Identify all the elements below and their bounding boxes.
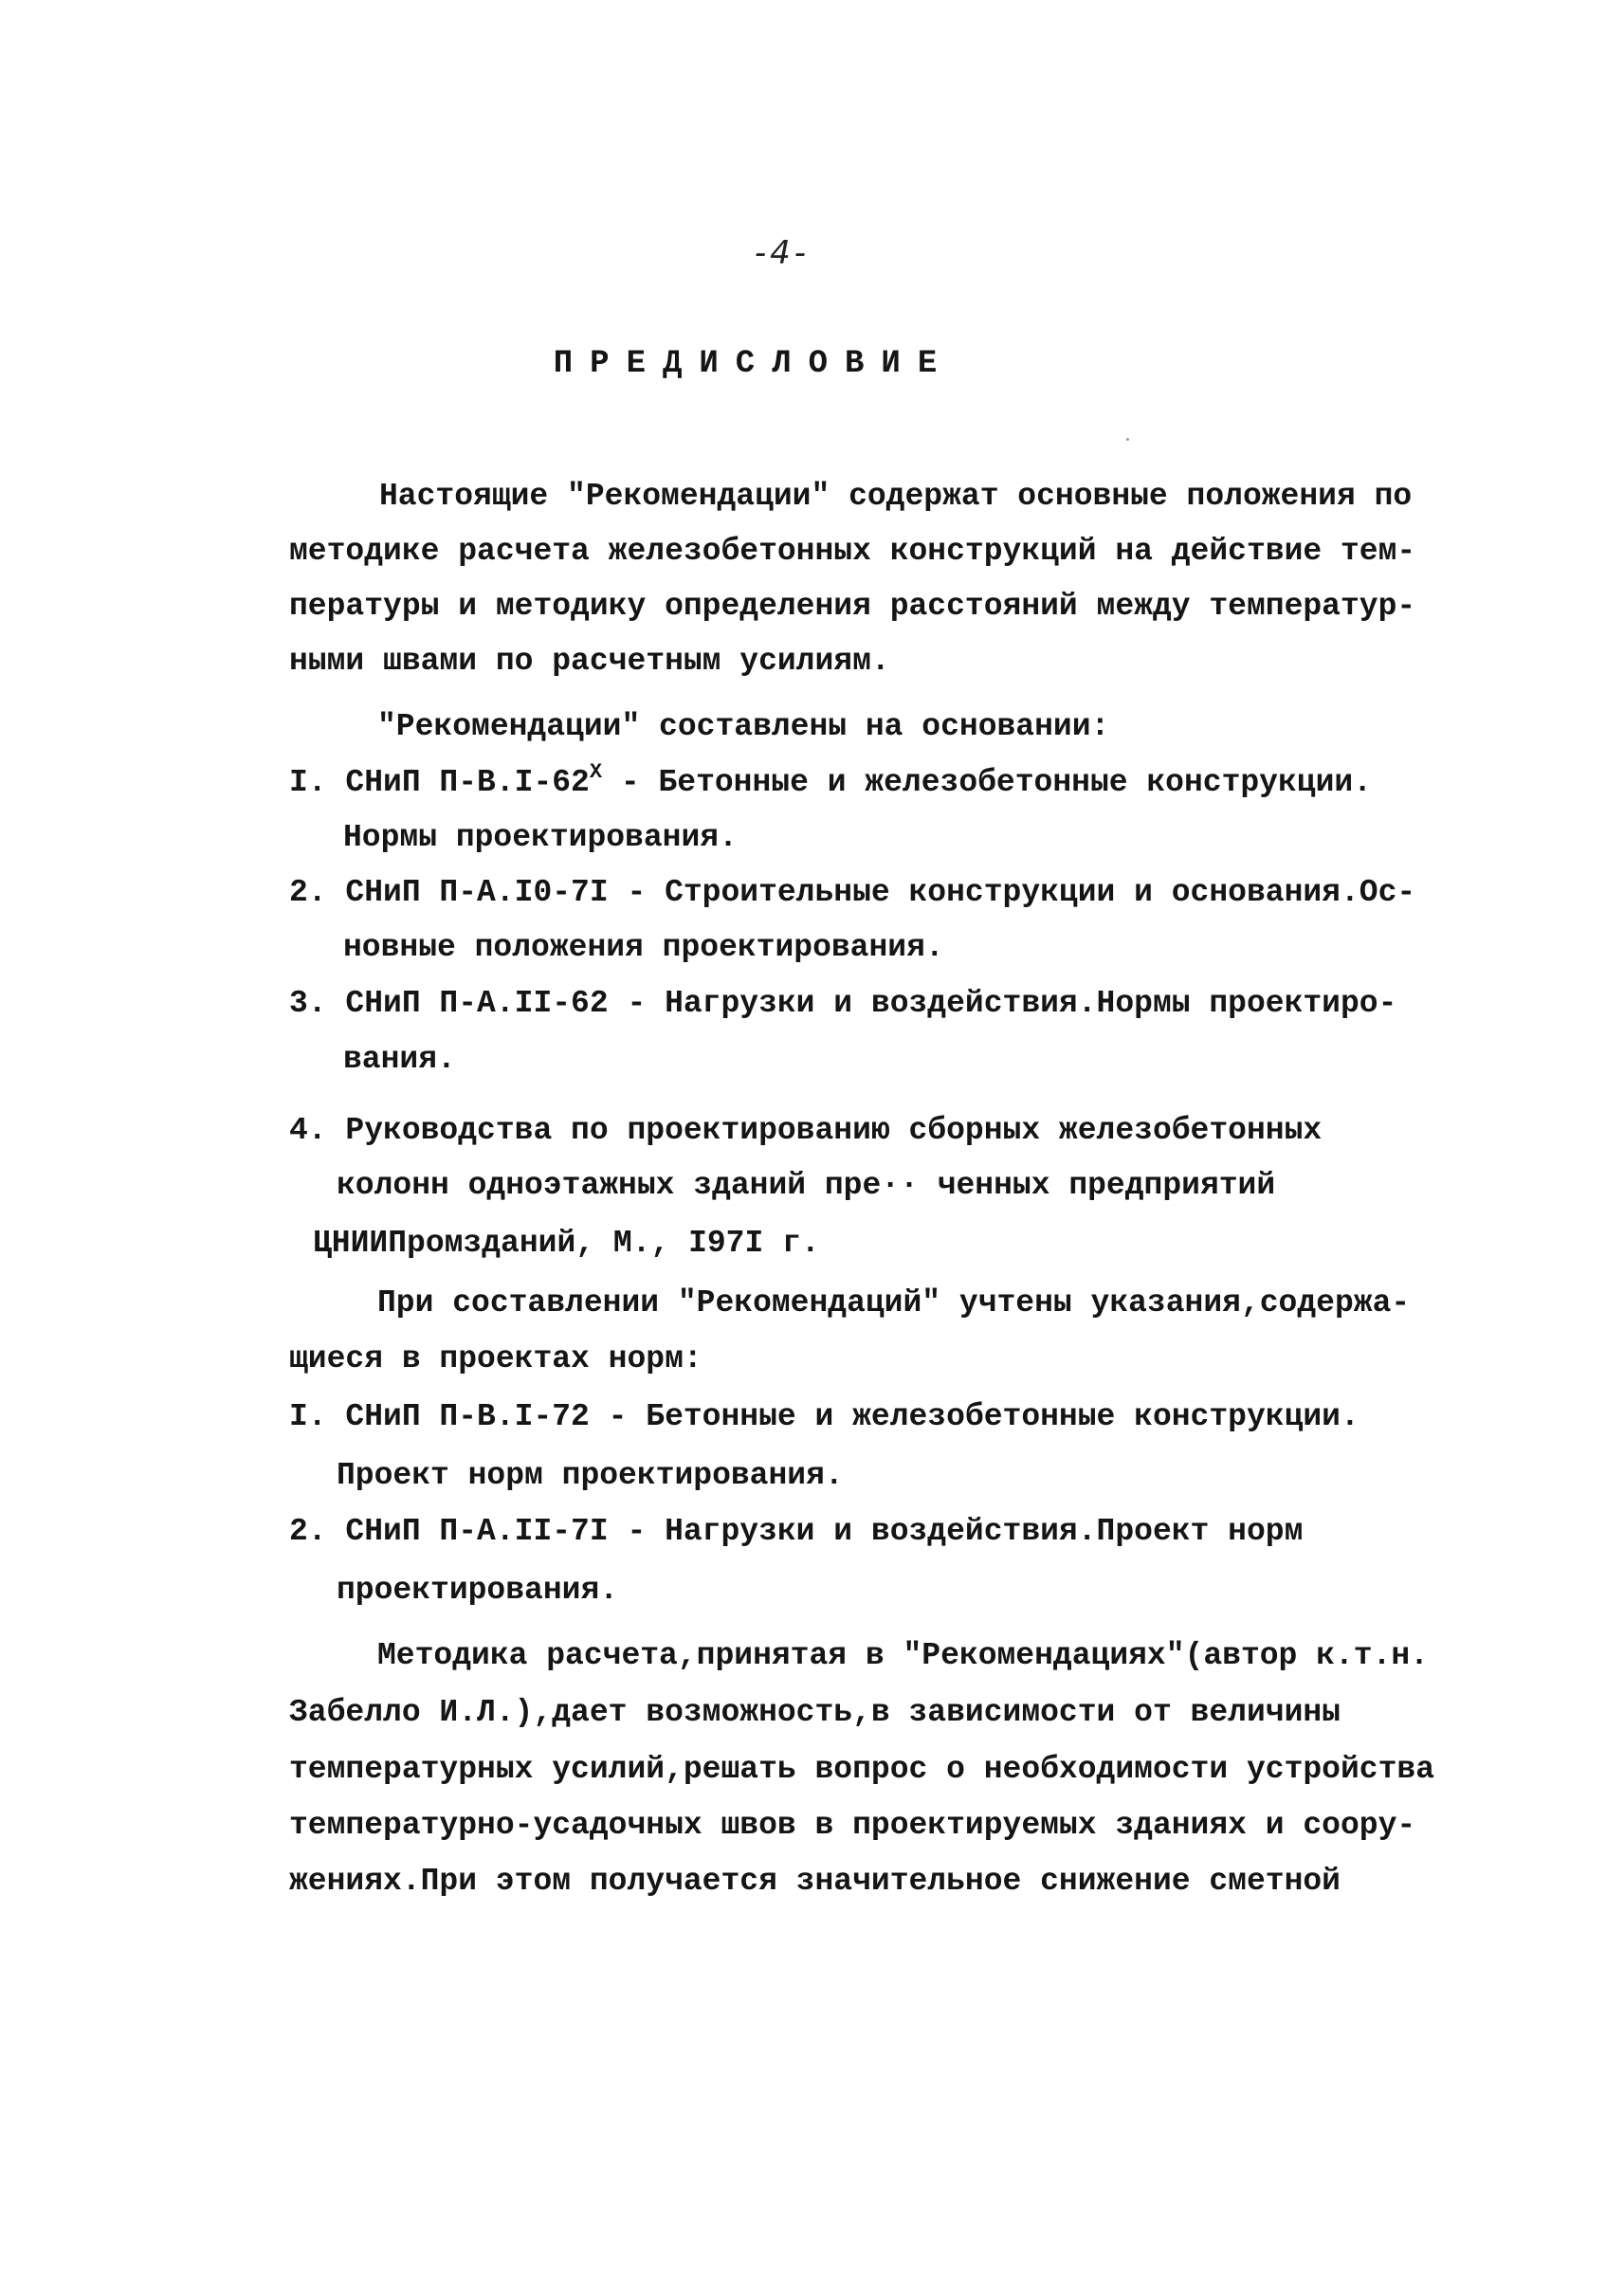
list-item [289,756,1372,811]
scan-artifact [1126,438,1129,441]
list-item: I. СНиП П-В.I-72 - Бетонные и железобетонные конструкции. [289,1399,1359,1434]
text-line: вания. [343,1042,456,1077]
list-item-text: - Бетонные и железобетонные конструкции. [602,765,1372,800]
text-line: Настоящие "Рекомендации" содержат основные положения по [379,479,1413,514]
list-item: 3. СНиП П-А.II-62 - Нагрузки и воздействия.Нормы проектиро- [289,986,1397,1021]
list-item: 2. СНиП П-А.I0-7I - Строительные конструкции и основания.Ос- [289,875,1416,910]
text-line: методике расчета железобетонных конструкций на действие тем- [289,534,1416,569]
list-item: 2. СНиП П-А.II-7I - Нагрузки и воздействия.Проект норм [289,1514,1304,1549]
text-line: новные положения проектирования. [343,930,944,965]
text-line: колонн одноэтажных зданий пре·· ченных предприятий [337,1168,1276,1203]
text-line: ными швами по расчетным усилиям. [289,644,890,679]
page-number: -4- [754,234,811,272]
text-line: Забелло И.Л.),дает возможность,в зависимости от величины [289,1695,1341,1730]
text-line: жениях.При этом получается значительное снижение сметной [289,1864,1341,1899]
text-line: При составлении "Рекомендаций" учтены указания,содержа- [377,1285,1411,1321]
page-title: ПРЕДИСЛОВИЕ [553,346,955,382]
list-item-text: I. СНиП П-В.I-62 [289,765,590,800]
text-line: проектирования. [337,1573,619,1608]
text-line: пературы и методику определения расстояний между температур- [289,589,1416,624]
text-line: "Рекомендации" составлены на основании: [377,709,1110,744]
text-line: Методика расчета,принятая в "Рекомендациях"(автор к.т.н. [377,1638,1429,1673]
text-line: ЦНИИПромзданий, М., I97I г. [313,1226,820,1261]
list-item: 4. Руководства по проектированию сборных железобетонных [289,1113,1323,1148]
text-line: Нормы проектирования. [343,820,738,855]
text-line: щиеся в проектах норм: [289,1341,703,1376]
superscript: Х [589,760,603,784]
text-line: температурно-усадочных швов в проектируемых зданиях и соору- [289,1808,1416,1843]
text-line: Проект норм проектирования. [337,1458,844,1493]
text-line: температурных усилий,решать вопрос о необходимости устройства [289,1752,1434,1787]
